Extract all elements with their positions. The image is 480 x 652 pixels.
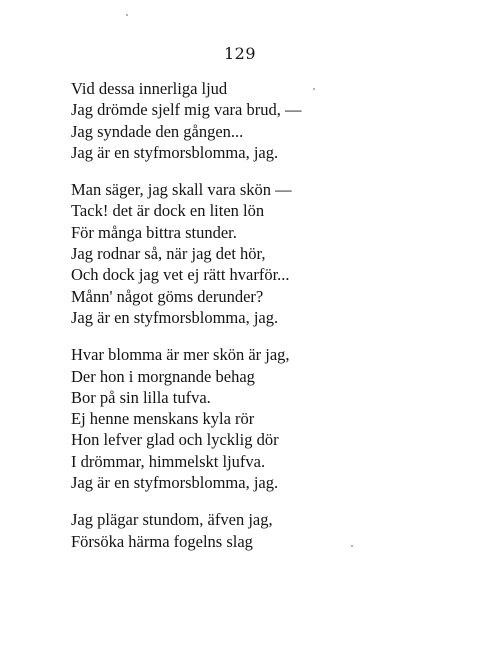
stanza-4 xyxy=(71,509,451,552)
poem-line: Tack! det är dock en liten lön xyxy=(71,201,265,221)
poem-line: Jag rodnar så, när jag det hör, xyxy=(71,244,266,264)
page-number: 129 xyxy=(223,44,257,63)
stanza-2 xyxy=(71,179,451,328)
poem-line: Man säger, jag skall vara skön — xyxy=(71,180,292,200)
poem-line: Hon lefver glad och lycklig dör xyxy=(71,430,279,450)
poem-line: I drömmar, himmelskt ljufva. xyxy=(71,451,266,471)
poem-line: Hvar blomma är mer skön är jag, xyxy=(71,345,290,365)
poem-line: Jag är en styfmorsblomma, jag. xyxy=(71,473,279,493)
paper-speck xyxy=(126,14,128,16)
poem-line: Jag plägar stundom, äfven jag, xyxy=(71,510,273,530)
stanza-3 xyxy=(71,344,451,493)
poem-line: Jag drömde sjelf mig vara brud, — xyxy=(71,100,302,120)
poem-line: För många bittra stunder. xyxy=(71,222,237,242)
poem-line: Vid dessa innerliga ljud xyxy=(71,79,228,98)
poem-line: Och dock jag vet ej rätt hvarför... xyxy=(71,265,290,285)
stanza-1 xyxy=(71,78,451,163)
poem-line: Försöka härma fogelns slag xyxy=(71,531,253,551)
poem-line: Månn' något göms derunder? xyxy=(71,286,264,306)
poem-line: Jag syndade den gången... xyxy=(71,121,244,141)
poem-line: Jag är en styfmorsblomma, jag. xyxy=(71,142,279,162)
poem-line: Der hon i morgnande behag xyxy=(71,366,255,386)
paper-speck xyxy=(313,88,315,90)
poem xyxy=(71,78,451,568)
poem-line: Ej henne menskans kyla rör xyxy=(71,409,255,429)
paper-speck xyxy=(351,545,353,547)
poem-line: Jag är en styfmorsblomma, jag. xyxy=(71,307,279,327)
poem-line: Bor på sin lilla tufva. xyxy=(71,387,211,407)
